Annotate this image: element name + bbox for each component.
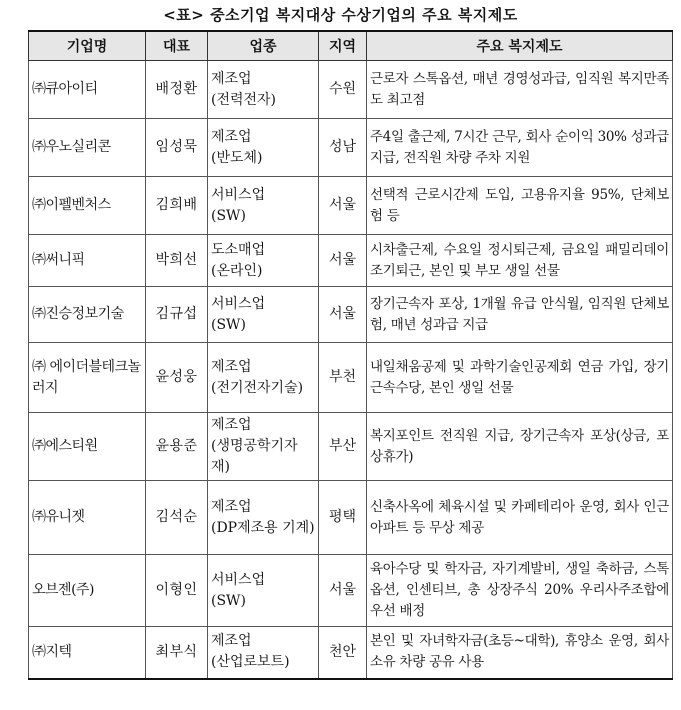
ceo-name: 윤용준 — [146, 413, 208, 481]
industry-detail: (전기전자기술) — [211, 379, 304, 396]
ceo-name: 임성묵 — [146, 119, 208, 177]
industry-detail: (전력전자) — [211, 91, 277, 108]
ceo-name: 이형인 — [146, 555, 208, 627]
benefits-text: 내일채움공제 및 과학기술인공제회 연금 가입, 장기근속수당, 본인 생일 선물 — [367, 343, 673, 413]
ceo-name: 최부식 — [146, 627, 208, 679]
table-row — [29, 343, 673, 413]
benefits-text: 장기근속자 포상, 1개월 유급 안식월, 임직원 단체보험, 매년 성과급 지급 — [367, 287, 673, 343]
industry-name: 도소매업 — [211, 241, 266, 258]
region: 서울 — [319, 555, 367, 627]
industry-name: 서비스업 — [211, 295, 266, 312]
industry-cell — [208, 177, 319, 235]
benefits-text: 근로자 스톡옵션, 매년 경영성과급, 임직원 복지만족도 최고점 — [367, 61, 673, 119]
company-name: ㈜진승정보기술 — [29, 287, 146, 343]
ceo-name: 김석순 — [146, 481, 208, 555]
industry-name: 제조업 — [211, 358, 252, 375]
ceo-name: 김규섭 — [146, 287, 208, 343]
region: 천안 — [319, 627, 367, 679]
industry-detail: (생명공학기자재) — [211, 438, 298, 475]
industry-name: 제조업 — [211, 633, 252, 650]
industry-detail: (반도체) — [211, 149, 263, 166]
industry-cell — [208, 235, 319, 287]
company-name: ㈜우노실리콘 — [29, 119, 146, 177]
header-industry: 업종 — [208, 31, 319, 61]
table-row — [29, 627, 673, 679]
industry-name: 제조업 — [211, 128, 252, 145]
region: 부천 — [319, 343, 367, 413]
table-row — [29, 481, 673, 555]
region: 서울 — [319, 287, 367, 343]
benefits-text: 시차출근제, 수요일 정시퇴근제, 금요일 패밀리데이 조기퇴근, 본인 및 부모 생일 선물 — [367, 235, 673, 287]
industry-detail: (DP제조용 기계) — [211, 519, 315, 536]
table-body — [29, 61, 673, 679]
industry-name: 서비스업 — [211, 186, 266, 203]
header-company: 기업명 — [29, 31, 146, 61]
company-name: ㈜이펠벤처스 — [29, 177, 146, 235]
ceo-name: 김희배 — [146, 177, 208, 235]
industry-detail: (SW) — [211, 207, 246, 224]
company-name: ㈜지텍 — [29, 627, 146, 679]
industry-cell — [208, 61, 319, 119]
table-row — [29, 177, 673, 235]
industry-detail: (SW) — [211, 592, 246, 609]
company-name: ㈜써니픽 — [29, 235, 146, 287]
company-name: 오브젠(주) — [29, 555, 146, 627]
table-row — [29, 119, 673, 177]
ceo-name: 배정환 — [146, 61, 208, 119]
header-benefits: 주요 복지제도 — [367, 31, 673, 61]
industry-cell — [208, 119, 319, 177]
region: 평택 — [319, 481, 367, 555]
header-region: 지역 — [319, 31, 367, 61]
industry-cell — [208, 481, 319, 555]
industry-cell — [208, 343, 319, 413]
industry-cell — [208, 413, 319, 481]
table-row — [29, 555, 673, 627]
benefits-text: 복지포인트 전직원 지급, 장기근속자 포상(상금, 포상휴가) — [367, 413, 673, 481]
benefits-text: 육아수당 및 학자금, 자기계발비, 생일 축하금, 스톡옵션, 인센티브, 총 상장주식 20% 우리사주조합에 우선 배정 — [367, 555, 673, 627]
region: 수원 — [319, 61, 367, 119]
industry-detail: (온라인) — [211, 262, 263, 279]
company-name: ㈜ 에이더블테크놀러지 — [29, 343, 146, 413]
industry-detail: (산업로보트) — [211, 654, 290, 671]
ceo-name: 윤성웅 — [146, 343, 208, 413]
table-row — [29, 61, 673, 119]
benefits-text: 본인 및 자녀학자금(초등~대학), 휴양소 운영, 회사소유 차량 공유 사용 — [367, 627, 673, 679]
table-title: <표> 중소기업 복지대상 수상기업의 주요 복지제도 — [163, 6, 518, 24]
benefits-text: 주4일 출근제, 7시간 근무, 회사 순이익 30% 성과급 지급, 전직원 차량 주차 지원 — [367, 119, 673, 177]
table-row — [29, 413, 673, 481]
ceo-name: 박희선 — [146, 235, 208, 287]
region: 서울 — [319, 177, 367, 235]
industry-detail: (SW) — [211, 316, 246, 333]
benefits-text: 선택적 근로시간제 도입, 고용유지율 95%, 단체보험 등 — [367, 177, 673, 235]
industry-cell — [208, 627, 319, 679]
industry-name: 제조업 — [211, 70, 252, 87]
welfare-table — [28, 30, 673, 680]
table-row — [29, 235, 673, 287]
industry-cell — [208, 287, 319, 343]
industry-name: 제조업 — [211, 498, 252, 515]
industry-name: 서비스업 — [211, 571, 266, 588]
table-row — [29, 287, 673, 343]
header-ceo: 대표 — [146, 31, 208, 61]
company-name: ㈜에스티원 — [29, 413, 146, 481]
company-name: ㈜큐아이티 — [29, 61, 146, 119]
region: 서울 — [319, 235, 367, 287]
region: 성남 — [319, 119, 367, 177]
industry-cell — [208, 555, 319, 627]
company-name: ㈜유니젯 — [29, 481, 146, 555]
header-row — [29, 31, 673, 61]
industry-name: 제조업 — [211, 417, 252, 433]
benefits-text: 신축사옥에 체육시설 및 카페테리아 운영, 회사 인근 아파트 등 무상 제공 — [367, 481, 673, 555]
region: 부산 — [319, 413, 367, 481]
